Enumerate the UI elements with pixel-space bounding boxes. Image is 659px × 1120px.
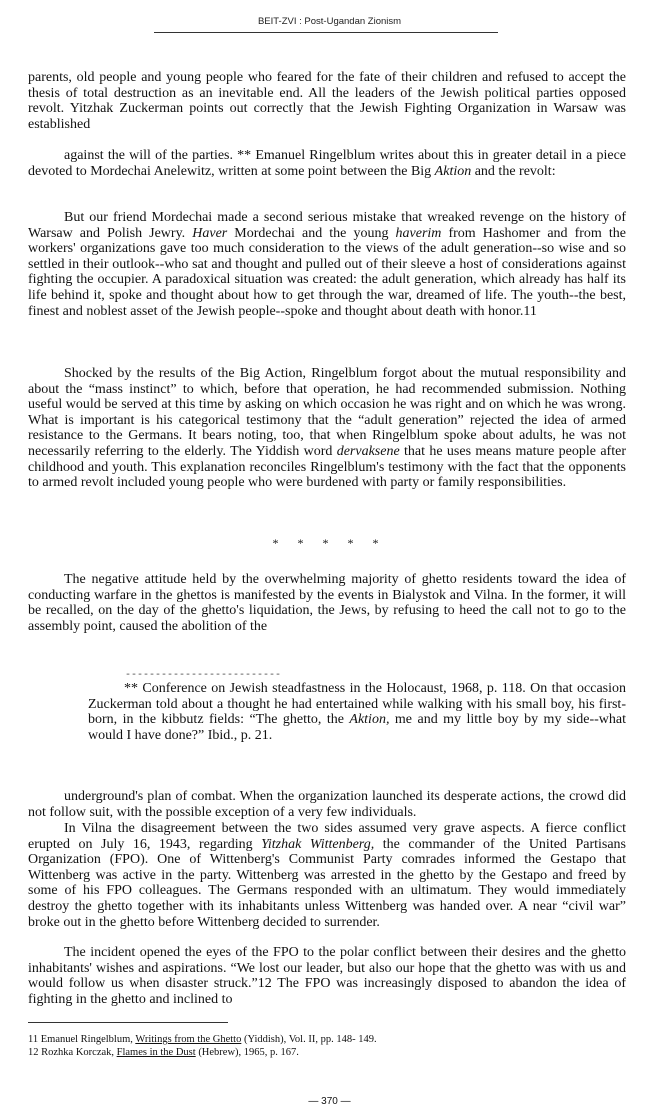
paragraph-2-italic: Aktion bbox=[434, 163, 472, 179]
paragraph-2-text: against the will of the parties. ** Emanuel Ringelblum writes about this in greater detail in a piece devoted to Mordechai Anelewitz, written at some point between the Big bbox=[28, 148, 626, 179]
paragraph-8: The incident opened the eyes of the FPO to the polar conflict between their desires and the ghetto inhabitants' wishes and aspirations. “We lost our leader, but also our hope that the ghetto was with us and would follow us when disaster struck.”12 The FPO was increasingly disposed to abandon the idea of fighting in the ghetto and inclined to bbox=[28, 945, 626, 1007]
inline-note-rule: -------------------------- bbox=[125, 670, 282, 681]
page-number: — 370 — bbox=[308, 1096, 351, 1107]
paragraph-4-text: Shocked by the results of the Big Action, Ringelblum forgot about the mutual responsibility and about the “mass instinct” to which, before that operation, he had recommended submission. Nothing useful would be served at this time by asking on which occasion he was right and on which he was wrong. What is important is his categorical testimony that the “adult generation” rejected the idea of armed resistance to the Germans. It bears noting, too, that when Ringelblum spoke about adults, he was not necessarily referring to the elderly. The Yiddish word bbox=[28, 366, 626, 459]
running-header: BEIT-ZVI : Post-Ugandan Zionism bbox=[257, 16, 402, 27]
paragraph-4-italic: dervaksene bbox=[336, 443, 400, 459]
note-text-2: me and my little boy by my side--what would I have done?” Ibid., p. 21. bbox=[88, 712, 626, 743]
footnote-12 bbox=[28, 1046, 628, 1059]
footnote-11-rest: (Yiddish), Vol. II, pp. 148- 149. bbox=[241, 1034, 377, 1045]
quote-text-2: Mordechai and the young bbox=[227, 225, 396, 241]
paragraph-7-end: the commander of the United Partisans Organization (FPO). One of Wittenberg's Communist Party comrades informed the Gestapo that Wittenberg was active in the party. Wittenberg was arrested in the ghetto by the Gestapo and freed by some of his FPO colleagues. The Germans responded with an ultimatum. They would immediately destroy the ghetto together with its inhabitants unless Wittenberg was handed over. A near “civil war” broke out in the ghetto before Wittenberg decided to surrender. bbox=[28, 836, 627, 930]
footnote-rule bbox=[28, 1022, 228, 1023]
footnote-11 bbox=[28, 1033, 628, 1046]
paragraph-2-end: and the revolt: bbox=[471, 163, 556, 179]
paragraph-2 bbox=[28, 148, 626, 179]
paragraph-7-text: In Vilna the disagreement between the two sides assumed very grave aspects. A fierce conflict erupted on July 16, 1943, regarding bbox=[28, 821, 626, 852]
paragraph-4-end: that he uses means mature people after childhood and youth. This explanation reconciles Ringelblum's testimony with the fact that the opponents to armed revolt included young people who were burdened with party or family responsibilities. bbox=[28, 443, 626, 491]
note-italic-aktion: Aktion, bbox=[349, 712, 390, 728]
paragraph-6: underground's plan of combat. When the organization launched its desperate actions, the crowd did not follow suit, with the possible exception of a very few individuals. bbox=[28, 789, 626, 820]
footnote-12-title: Flames in the Dust bbox=[116, 1047, 196, 1058]
footnote-11-num: 11 Emanuel Ringelblum, bbox=[28, 1034, 136, 1045]
quote-italic-haver: Haver bbox=[192, 225, 228, 241]
header-rule bbox=[154, 32, 498, 33]
paragraph-7 bbox=[28, 821, 626, 930]
paragraph-1: parents, old people and young people who feared for the fate of their children and refused to accept the thesis of total destruction as an inevitable end. All the leaders of the Jewish political parties opposed revolt. Yitzhak Zuckerman points out correctly that the Jewish Fighting Organization in Warsaw was established bbox=[28, 70, 626, 132]
note-text-1: ** Conference on Jewish steadfastness in the Holocaust, 1968, p. 118. On that occasion Zuckerman told about a thought he had entertained while walking with his small boy, his first-born, in the kibbutz fields: “The ghetto, the bbox=[88, 681, 626, 728]
quote-text-1: But our friend Mordechai made a second serious mistake that wreaked revenge on the history of Warsaw and Polish Jewry. bbox=[28, 210, 626, 241]
quote-text-3: from Hashomer and from the workers' organizations gave too much consideration to the views of the adult generation--so wise and so settled in their outlook--who sat and thought and pulled out of their sleeve a host of considerations against fighting the occupier. A paradoxical situation was created: the adult generation, which already has half its life behind it, spoke and thought about how to get through the war, dreamed of life. The youth--the best, finest and noblest asset of the Jewish people--spoke and thought about death with honor.11 bbox=[28, 225, 626, 319]
footnote-12-rest: (Hebrew), 1965, p. 167. bbox=[195, 1047, 299, 1058]
footnote-11-title: Writings from the Ghetto bbox=[135, 1034, 242, 1045]
paragraph-4 bbox=[28, 366, 626, 491]
quote-italic-haverim: haverim bbox=[395, 225, 442, 241]
section-break-stars: * * * * * bbox=[272, 536, 387, 550]
inline-note bbox=[88, 681, 626, 743]
footnote-12-num: 12 Rozhka Korczak, bbox=[28, 1047, 117, 1058]
paragraph-7-italic: Yitzhak Wittenberg, bbox=[261, 836, 375, 852]
paragraph-5: The negative attitude held by the overwhelming majority of ghetto residents toward the idea of conducting warfare in the ghettos is manifested by the events in Bialystok and Vilna. In the former, it will be recalled, on the day of the ghetto's liquidation, the Jews, by refusing to heed the call not to go to the assembly point, caused the abolition of the bbox=[28, 572, 626, 634]
paragraph-3-quote bbox=[28, 210, 626, 319]
